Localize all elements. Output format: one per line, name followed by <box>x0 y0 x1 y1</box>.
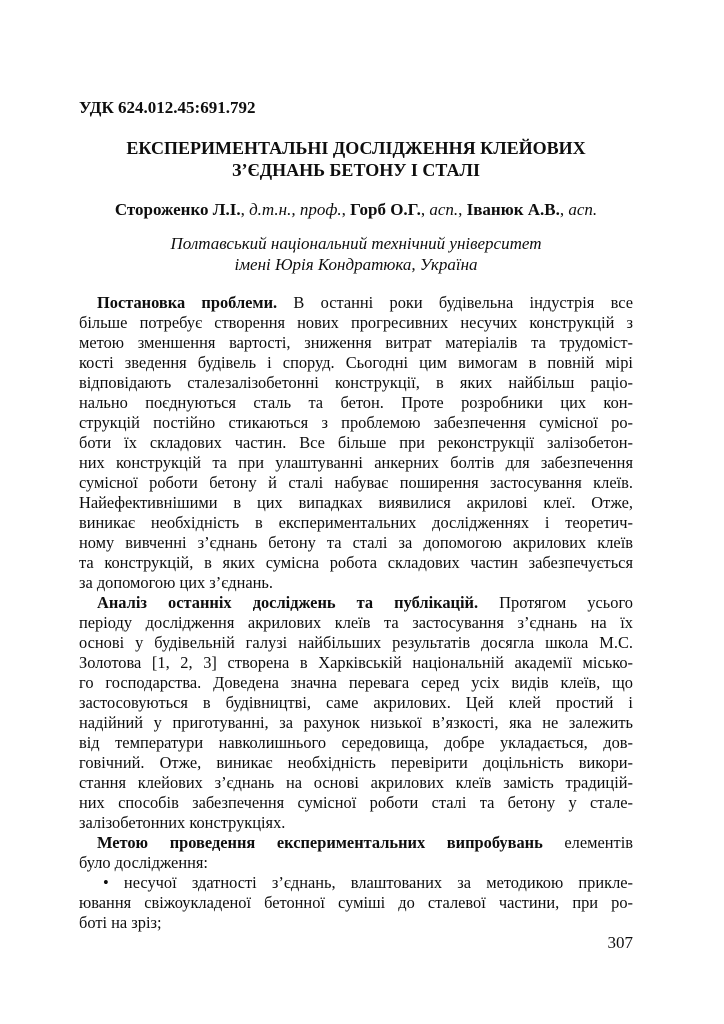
text-line <box>79 573 633 593</box>
text-segment: них способів забезпечення сумісної роботи сталі та бетону у стале- <box>79 793 633 812</box>
text-line <box>79 413 633 433</box>
text-segment: від температури навколишнього середовища, добре укладається, дов- <box>79 733 633 752</box>
text-line <box>79 813 633 833</box>
text-segment: Постановка проблеми. <box>97 293 278 312</box>
text-segment: відповідають сталезалізобетонні конструкції, в яких найбільш раціо- <box>79 373 633 392</box>
text-segment: Найефективнішими в цих випадках виявилися акрилові клеї. Отже, <box>79 493 633 512</box>
text-segment: Протягом усього <box>478 593 633 612</box>
text-line <box>79 773 633 793</box>
text-segment: асп. <box>568 200 598 219</box>
text-segment: Золотова [1, 2, 3] створена в Харківській національній академії місько- <box>79 653 633 672</box>
text-segment: говічний. Отже, виникає необхідність перевірити доцільність викори- <box>79 753 633 772</box>
text-line <box>79 733 633 753</box>
text-line <box>79 493 633 513</box>
text-line <box>79 873 633 893</box>
text-segment: го господарства. Доведена значна перевага серед усіх видів клеїв, що <box>79 673 633 692</box>
text-segment: більше потребує створення нових прогресивних несучих конструкцій з <box>79 313 633 332</box>
page-number: 307 <box>607 933 633 952</box>
text-line <box>79 693 633 713</box>
text-segment: , <box>559 200 569 219</box>
text-line <box>79 453 633 473</box>
text-segment: нально поєднуються сталь та бетон. Проте розробники цих кон- <box>79 393 633 412</box>
text-line <box>79 533 633 553</box>
text-line <box>79 353 633 373</box>
text-line <box>79 833 633 853</box>
text-line <box>79 753 633 773</box>
text-segment: • несучої здатності з’єднань, влаштованих за методикою прикле- <box>103 873 633 892</box>
article-title <box>79 138 633 181</box>
affiliation-line-1: Полтавський національний технічний університет <box>170 234 542 253</box>
text-segment: асп. <box>429 200 459 219</box>
text-segment: за допомогою цих з’єднань. <box>79 573 273 592</box>
text-line <box>79 313 633 333</box>
text-segment: В останні роки будівельна індустрія все <box>277 293 633 312</box>
text-line <box>79 473 633 493</box>
text-segment: Стороженко Л.І. <box>114 200 241 219</box>
text-segment: виникає необхідність в експериментальних дослідженнях і теоретич- <box>79 513 633 532</box>
text-line <box>79 853 633 873</box>
text-segment: , <box>341 200 351 219</box>
authors-line <box>79 200 633 220</box>
text-segment: було дослідження: <box>79 853 208 872</box>
text-segment: ювання свіжоукладеної бетонної суміші до сталевої частини, при ро- <box>79 893 633 912</box>
affiliation-line-2: імені Юрія Кондратюка, Україна <box>234 254 478 274</box>
text-segment: залізобетонних конструкціях. <box>79 813 286 832</box>
text-segment: струкцій постійно стикаються з проблемою забезпечення сумісної ро- <box>79 413 633 432</box>
article-body <box>79 293 633 933</box>
text-segment: ному вивченні з’єднань бетону та сталі за допомогою акрилових клеїв <box>79 533 633 552</box>
paragraph <box>79 873 633 933</box>
text-line <box>79 373 633 393</box>
text-line <box>79 613 633 633</box>
udc-label: УДК 624.012.45:691.792 <box>79 98 256 117</box>
text-segment: основі у будівельній галузі найбільших результатів досягла школа М.С. <box>79 633 633 652</box>
text-line <box>79 633 633 653</box>
text-segment: сумісної роботи бетону й сталі набуває поширення застосування клеїв. <box>79 473 633 492</box>
text-segment: кості зведення будівель і споруд. Сьогодні цим вимогам в повній мірі <box>79 353 633 372</box>
text-segment: Горб О.Г. <box>350 200 421 219</box>
text-line <box>79 433 633 453</box>
text-segment: Аналіз останніх досліджень та публікацій. <box>97 593 479 612</box>
text-segment: та конструкцій, в яких сумісна робота складових частин забезпечується <box>79 553 633 572</box>
text-line <box>79 893 633 913</box>
text-segment: боти їх складових частин. Все більше при реконструкції залізобетон- <box>79 433 633 452</box>
text-segment: д.т.н., проф. <box>249 200 342 219</box>
text-line <box>79 333 633 353</box>
text-segment: надійний у приготуванні, за рахунок низької в’язкості, яка не залежить <box>79 713 633 732</box>
text-segment: стання клейових з’єднань на основі акрилових клеїв замість традицій- <box>79 773 633 792</box>
text-segment: елементів <box>542 833 634 852</box>
text-line <box>79 653 633 673</box>
paragraph <box>79 293 633 593</box>
text-line <box>79 593 633 613</box>
affiliation <box>79 234 633 275</box>
text-segment: застосовуються в будівництві, саме акрилових. Цей клей простий і <box>79 693 633 712</box>
text-segment: метою зменшення вартості, зниження витрат матеріалів та трудоміст- <box>79 333 633 352</box>
paragraph <box>79 593 633 833</box>
text-line <box>79 553 633 573</box>
text-line <box>79 513 633 533</box>
text-segment: , <box>458 200 467 219</box>
text-segment: , <box>420 200 430 219</box>
text-line <box>79 913 633 933</box>
text-segment: Іванюк А.В. <box>466 200 560 219</box>
article-title-line-2: З’ЄДНАНЬ БЕТОНУ І СТАЛІ <box>232 159 480 180</box>
text-line <box>79 793 633 813</box>
text-column <box>79 0 633 1024</box>
text-segment: них конструкцій та при улаштуванні анкерних болтів для забезпечення <box>79 453 633 472</box>
text-segment: періоду дослідження акрилових клеїв та застосування з’єднань на їх <box>79 613 633 632</box>
paragraph <box>79 833 633 873</box>
text-segment: , <box>240 200 250 219</box>
text-line <box>79 673 633 693</box>
text-line <box>79 713 633 733</box>
text-segment: Метою проведення експериментальних випробувань <box>97 833 543 852</box>
text-line <box>79 393 633 413</box>
article-title-line-1: ЕКСПЕРИМЕНТАЛЬНІ ДОСЛІДЖЕННЯ КЛЕЙОВИХ <box>126 138 586 158</box>
text-segment: боті на зріз; <box>79 913 162 932</box>
text-line <box>79 293 633 313</box>
